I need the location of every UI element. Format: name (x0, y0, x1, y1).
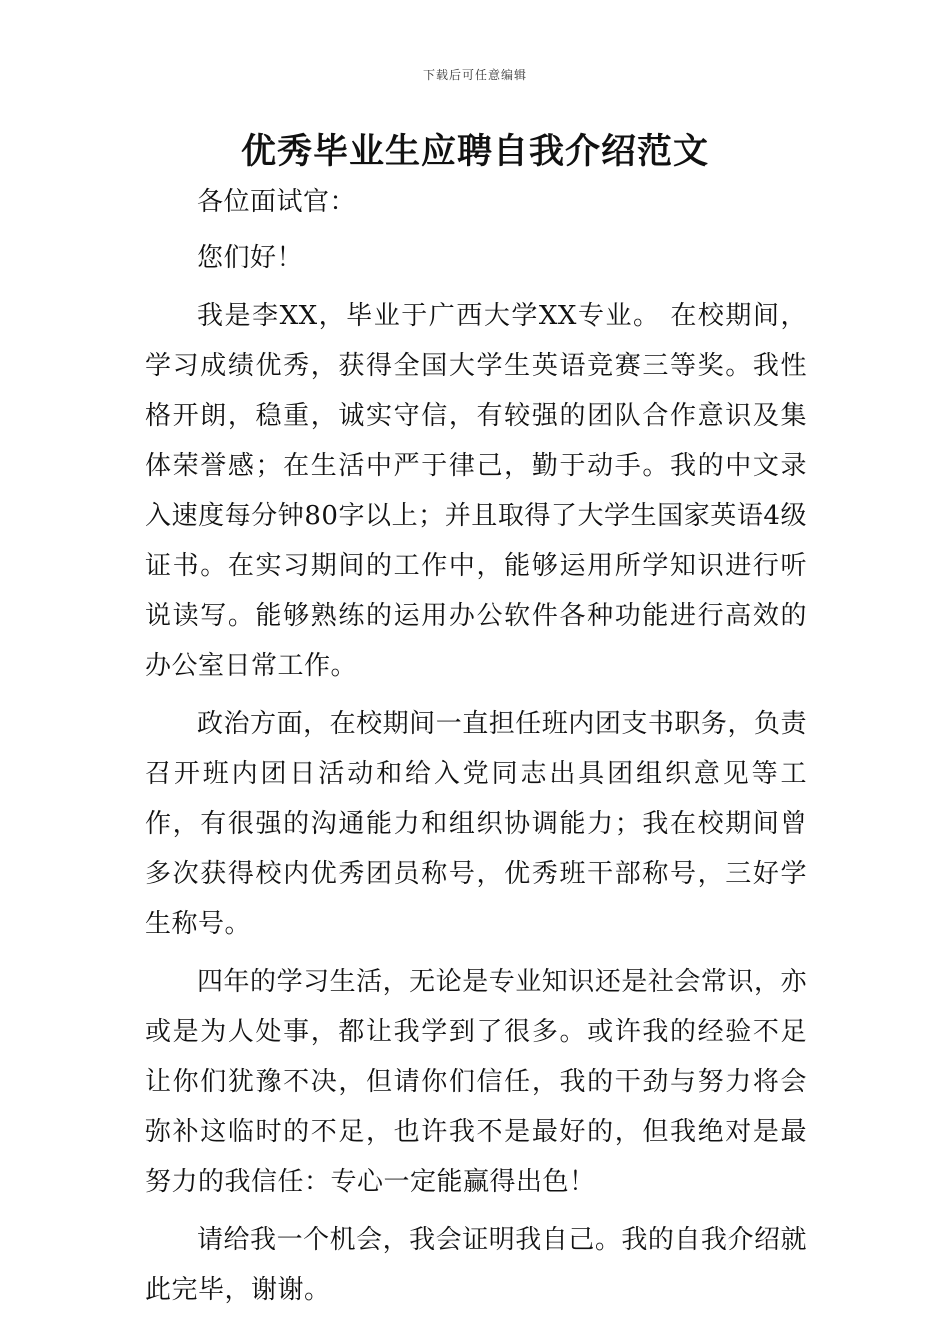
header-note: 下载后可任意编辑 (422, 68, 527, 82)
paragraph-study-life: 四年的学习生活，无论是专业知识还是社会常识，亦或是为人处事，都让我学到了很多。或许我的经验不足让你们犹豫不决，但请你们信任，我的干劲与努力将会弥补这临时的不足，也许我不是最好的，但我绝对是最努力的我信任：专心一定能赢得出色！ (145, 967, 807, 1197)
greeting: 您们好！ (197, 243, 304, 273)
document-title: 优秀毕业生应聘自我介绍范文 (240, 132, 709, 172)
salutation: 各位面试官： (197, 187, 357, 217)
document-body (145, 177, 807, 1315)
paragraph-politics: 政治方面，在校期间一直担任班内团支书职务，负责召开班内团日活动和给入党同志出具团组织意见等工作，有很强的沟通能力和组织协调能力；我在校期间曾多次获得校内优秀团员称号，优秀班干部称号，三好学生称号。 (145, 709, 807, 939)
paragraph-intro: 我是李XX，毕业于广西大学XX专业。 在校期间，学习成绩优秀，获得全国大学生英语竞赛三等奖。我性格开朗，稳重，诚实守信，有较强的团队合作意识及集体荣誉感；在生活中严于律己，勤于动手。我的中文录入速度每分钟80字以上；并且取得了大学生国家英语4级证书。在实习期间的工作中，能够运用所学知识进行听说读写。能够熟练的运用办公软件各种功能进行高效的办公室日常工作。 (145, 301, 807, 681)
paragraph-closing: 请给我一个机会，我会证明我自己。我的自我介绍就此完毕，谢谢。 (145, 1225, 807, 1305)
